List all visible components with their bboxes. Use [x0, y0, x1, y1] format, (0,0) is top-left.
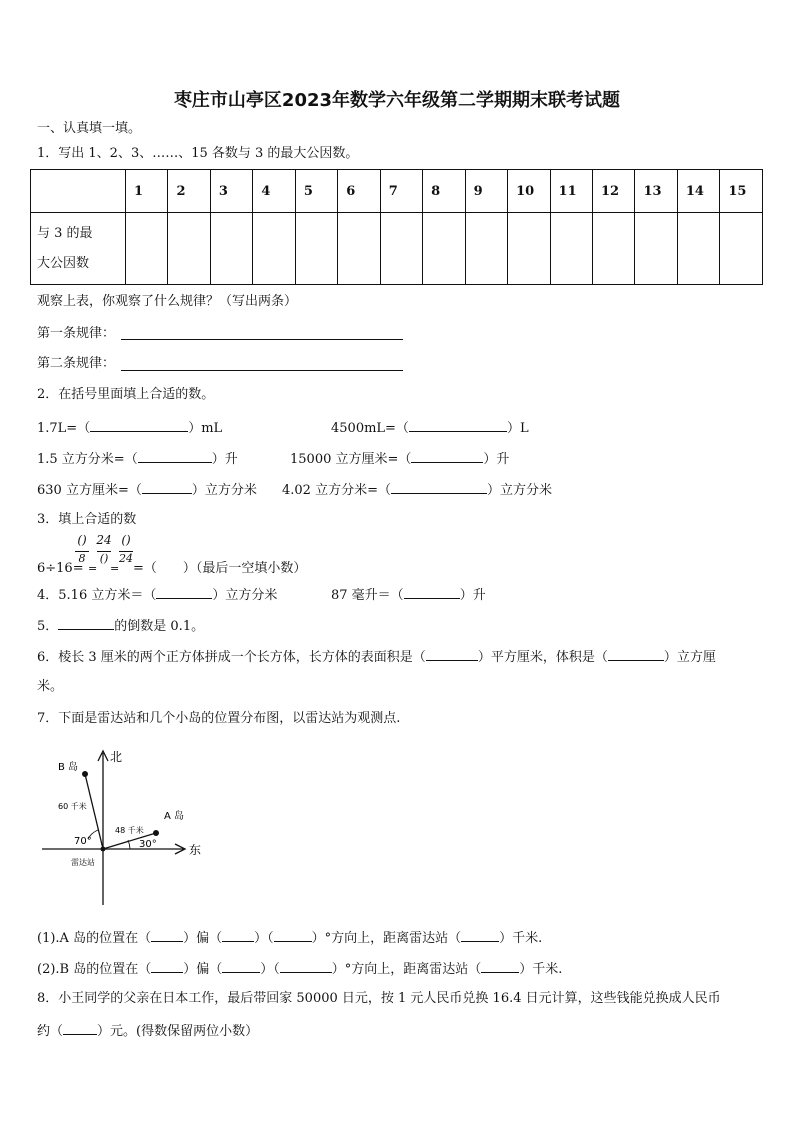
table-header-cell: 15	[720, 170, 763, 213]
answer-cell[interactable]	[253, 213, 295, 285]
answer-blank[interactable]	[391, 481, 487, 494]
table-header-cell: 9	[465, 170, 507, 213]
q2-item-e: 630 立方厘米=（ ）立方分米	[37, 483, 257, 498]
question-7-part-2: (2).B 岛的位置在（ ）偏（ ）（ ）°方向上，距离雷达站（ ）千米.	[37, 962, 563, 977]
answer-cell[interactable]	[677, 213, 719, 285]
question-5: 5． 的倒数是 0.1。	[37, 619, 205, 634]
answer-blank[interactable]	[156, 586, 212, 599]
answer-blank[interactable]	[481, 960, 519, 973]
radar-station-point	[101, 847, 106, 852]
b-island-label: B 岛	[58, 762, 79, 773]
fraction-1-denominator: 8	[78, 552, 86, 565]
q3-equals: =	[88, 562, 98, 575]
q2-item-a: 1.7L=（ ）mL	[37, 421, 223, 436]
table-header-cell: 5	[295, 170, 337, 213]
answer-blank[interactable]	[222, 960, 260, 973]
table-header-cell: 11	[550, 170, 592, 213]
table-header-row	[31, 170, 763, 213]
answer-cell[interactable]	[720, 213, 763, 285]
observe-prompt: 观察上表，你观察了什么规律？（写出两条）	[37, 294, 298, 309]
answer-blank[interactable]	[138, 450, 212, 463]
answer-blank[interactable]	[426, 648, 478, 661]
answer-blank[interactable]	[151, 960, 183, 973]
answer-blank[interactable]	[409, 419, 507, 432]
answer-blank[interactable]	[461, 929, 499, 942]
answer-blank[interactable]	[142, 481, 192, 494]
north-label: 北	[110, 750, 123, 764]
table-header-cell: 1	[126, 170, 168, 213]
a-island-label: A 岛	[164, 811, 185, 822]
answer-cell[interactable]	[423, 213, 465, 285]
question-6-line-1: 6．棱长 3 厘米的两个正方体拼成一个长方体，长方体的表面积是（ ）平方厘米，体积是（ ）立方厘	[37, 650, 716, 665]
table-header-cell: 8	[423, 170, 465, 213]
answer-blank[interactable]	[63, 1022, 97, 1035]
fraction-1-numerator: ()	[77, 533, 87, 547]
answer-cell[interactable]	[210, 213, 252, 285]
answer-cell[interactable]	[508, 213, 550, 285]
table-corner-cell	[31, 170, 126, 213]
fraction-2-denominator: ()	[99, 552, 109, 565]
q2-item-f: 4.02 立方分米=（ ）立方分米	[282, 483, 552, 498]
table-header-cell: 3	[210, 170, 252, 213]
answer-blank[interactable]	[280, 960, 332, 973]
answer-cell[interactable]	[635, 213, 677, 285]
fraction-3-denominator: 24	[119, 552, 133, 565]
table-header-cell: 6	[338, 170, 380, 213]
question-7-text: 7．下面是雷达站和几个小岛的位置分布图，以雷达站为观测点.	[37, 711, 401, 726]
q2-item-c: 1.5 立方分米=（ ）升	[37, 452, 238, 467]
question-1-text: 1．写出 1、2、3、……、15 各数与 3 的最大公因数。	[37, 146, 359, 161]
rule-2-answer-line[interactable]	[121, 370, 403, 371]
q3-tail: =（ ）（最后一空填小数）	[133, 561, 307, 576]
answer-cell[interactable]	[295, 213, 337, 285]
question-7-part-1: (1).A 岛的位置在（ ）偏（ ）（ ）°方向上，距离雷达站（ ）千米.	[37, 931, 543, 946]
answer-cell[interactable]	[126, 213, 168, 285]
answer-cell[interactable]	[168, 213, 210, 285]
answer-cell[interactable]	[380, 213, 422, 285]
table-header-cell: 14	[677, 170, 719, 213]
table-row-label: 与 3 的最 大公因数	[31, 213, 126, 285]
table-header-cell: 13	[635, 170, 677, 213]
b-island-point	[82, 771, 88, 777]
answer-cell[interactable]	[592, 213, 634, 285]
gcd-table	[30, 169, 763, 285]
answer-blank[interactable]	[608, 648, 664, 661]
rule-1-answer-line[interactable]	[121, 339, 403, 340]
b-distance-label: 60 千米	[58, 802, 87, 811]
answer-blank[interactable]	[222, 929, 254, 942]
east-label: 东	[189, 843, 202, 857]
a-distance-label: 48 千米	[115, 826, 144, 835]
table-header-cell: 12	[592, 170, 634, 213]
question-2-text: 2．在括号里面填上合适的数。	[37, 387, 215, 402]
q2-item-b: 4500mL=（ ）L	[331, 421, 529, 436]
question-8-line-1: 8．小王同学的父亲在日本工作，最后带回家 50000 日元，按 1 元人民币兑换 16.4 日元计算，这些钱能兑换成人民币	[37, 991, 721, 1006]
rule-1-label: 第一条规律：	[37, 326, 116, 341]
table-header-cell: 2	[168, 170, 210, 213]
table-header-cell: 10	[508, 170, 550, 213]
radar-map-diagram	[38, 745, 218, 910]
answer-blank[interactable]	[58, 617, 114, 630]
angle-a-label: 30°	[139, 839, 157, 850]
question-3-text: 3．填上合适的数	[37, 512, 137, 527]
answer-blank[interactable]	[90, 419, 188, 432]
table-answer-row	[31, 213, 763, 285]
question-8-line-2: 约（ ）元。(得数保留两位小数）	[37, 1024, 259, 1039]
answer-blank[interactable]	[274, 929, 312, 942]
answer-cell[interactable]	[465, 213, 507, 285]
answer-blank[interactable]	[411, 450, 483, 463]
table-header-cell: 7	[380, 170, 422, 213]
a-island-point	[153, 830, 159, 836]
station-label: 雷达站	[71, 858, 95, 867]
question-6-line-2: 米。	[37, 679, 64, 694]
q4-item-a: 4．5.16 立方米＝（ ）立方分米	[37, 588, 278, 603]
fraction-2-numerator: 24	[96, 533, 112, 547]
section-heading: 一、认真填一填。	[37, 121, 142, 136]
q3-equals: =	[110, 562, 120, 575]
q3-lead: 6÷16=	[37, 561, 84, 576]
page-title: 枣庄市山亭区2023年数学六年级第二学期期末联考试题	[173, 90, 621, 111]
answer-cell[interactable]	[338, 213, 380, 285]
q2-item-d: 15000 立方厘米=（ ）升	[290, 452, 510, 467]
angle-b-label: 70°	[74, 836, 92, 847]
answer-blank[interactable]	[151, 929, 183, 942]
answer-cell[interactable]	[550, 213, 592, 285]
q4-item-b: 87 毫升＝（ ）升	[331, 588, 486, 603]
answer-blank[interactable]	[404, 586, 460, 599]
rule-2-label: 第二条规律：	[37, 356, 116, 371]
fraction-3-numerator: ()	[121, 533, 131, 547]
table-header-cell: 4	[253, 170, 295, 213]
